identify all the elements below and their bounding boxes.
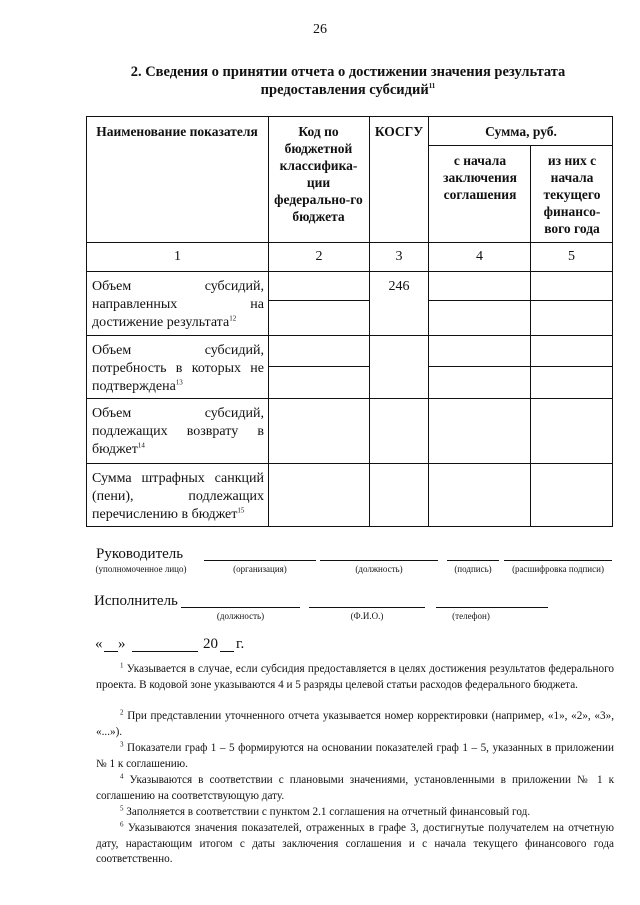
row-label-unconfirmed-subsidies: Объем субсидий, потребность в которых не подтверждена$^{13}$ [92, 343, 264, 394]
table-line-row1-bottom [86, 335, 613, 336]
footnote-marker: 2 [120, 708, 124, 717]
column-number-2: 2 [315, 249, 323, 264]
footnote-1: $^1$ Указывается в случае, если субсидия предоставляется в целях достижения результатов федерального проекта. В кодовой зоне указываются 4 и 5 разряды целевой статьи расходов федерального бюджета. [96, 661, 614, 691]
row-footnote-ref: 14 [137, 441, 145, 450]
date-day-line[interactable] [104, 651, 118, 652]
footnote-4: $^4$ Указываются в соответствии с плановыми значениями, установленными в приложении № 1 к соглашению на соответствующую дату. [96, 772, 615, 802]
footnote-5: $^5$ Заполняется в соответствии с пунктом 2.1 соглашения на отчетный финансовый год. [120, 804, 531, 818]
date-year-line[interactable] [220, 651, 234, 652]
executor-phone-line[interactable] [436, 607, 548, 608]
table-line-col3-col4 [428, 116, 429, 527]
header-budget-code: Код по бюджетной классифика-ции федерально-го бюджета [274, 124, 363, 224]
row-footnote-ref: 13 [175, 378, 183, 387]
date-close-quote: » [118, 636, 126, 652]
table-line-sum-split [428, 145, 613, 146]
date-open-quote: « [95, 636, 103, 652]
executor-position-caption: (должность) [216, 611, 265, 621]
header-sum-group: Сумма, руб. [485, 124, 557, 139]
footnote-2: $^2$ При представлении уточненного отчета указывается номер корректировки (например, «1», «2», «3», «...»). [96, 708, 615, 738]
table-line-col1-col2 [268, 116, 269, 527]
section-title [88, 63, 608, 99]
page-number: 26 [313, 22, 327, 37]
table-border-top [86, 116, 613, 117]
table-line-row3-bottom [86, 463, 613, 464]
footnote-marker: 1 [120, 661, 124, 670]
head-org-line[interactable] [204, 560, 316, 561]
head-signature-caption: (подпись) [454, 564, 492, 574]
table-border-bottom [86, 526, 613, 527]
executor-name-line[interactable] [309, 607, 425, 608]
table-line-row2-split-b [428, 366, 613, 367]
row-label-refundable-subsidies: Объем субсидий, подлежащих возврату в бюджет$^{14}$ [92, 406, 264, 457]
date-year-prefix: 20 [203, 636, 218, 652]
footnote-marker: 4 [120, 772, 124, 781]
head-signature-line[interactable] [447, 560, 499, 561]
table-line-row1-split-a [268, 300, 369, 301]
head-position-caption: (должность) [355, 564, 403, 574]
table-line-col2-col3 [369, 116, 370, 527]
section-title-line1: 2. Сведения о принятии отчета о достижении значения результата [130, 64, 566, 80]
row-footnote-ref: 12 [229, 314, 237, 323]
row-label-penalties: Сумма штрафных санкций (пени), подлежащих перечислению в бюджет$^{15}$ [92, 471, 264, 522]
head-decoding-line[interactable] [504, 560, 612, 561]
header-indicator-name: Наименование показателя [96, 124, 258, 139]
title-footnote-ref: 11 [428, 82, 436, 91]
executor-position-line[interactable] [181, 607, 300, 608]
section-title-line2: предоставления субсидий$^{11}$ [260, 82, 436, 98]
header-kosgu: КОСГУ [374, 124, 424, 139]
table-line-row1-split-b [428, 300, 613, 301]
table-line-row2-split-a [268, 366, 369, 367]
head-label: Руководитель [96, 546, 184, 562]
table-border-right [612, 116, 613, 527]
executor-label: Исполнитель [94, 593, 178, 609]
head-sub-caption: (уполномоченное лицо) [95, 564, 187, 574]
footnote-marker: 3 [120, 740, 124, 749]
header-since-agreement: с начала заключения соглашения [443, 153, 517, 202]
head-org-caption: (организация) [233, 564, 287, 574]
executor-name-caption: (Ф.И.О.) [350, 611, 384, 621]
column-number-4: 4 [476, 249, 483, 264]
table-border-left [86, 116, 87, 527]
head-decoding-caption: (расшифровка подписи) [512, 564, 604, 574]
date-year-suffix: г. [236, 636, 245, 652]
kosgu-value: 246 [388, 279, 410, 294]
row-label-directed-subsidies: Объем субсидий, направленных на достижение результата$^{12}$ [92, 279, 264, 330]
table-line-row2-bottom [86, 398, 613, 399]
executor-phone-caption: (телефон) [452, 611, 490, 621]
head-position-line[interactable] [320, 560, 438, 561]
table-line-col4-col5 [530, 145, 531, 527]
column-number-5: 5 [568, 249, 575, 264]
column-number-3: 3 [395, 249, 403, 264]
footnote-3: $^3$ Показатели граф 1 – 5 формируются на основании показателей граф 1 – 5, указанных в приложении № 1 к соглашению. [96, 740, 614, 770]
row-footnote-ref: 15 [237, 506, 245, 515]
date-month-line[interactable] [132, 651, 198, 652]
footnote-marker: 6 [120, 820, 124, 829]
footnote-marker: 5 [120, 804, 124, 813]
table-line-numbers-bottom [86, 271, 613, 272]
table-line-header-bottom [86, 242, 613, 243]
column-number-1: 1 [174, 249, 181, 264]
footnote-6: $^6$ Указываются значения показателей, отраженных в графе 3, достигнутые получателем на отчетную дату, нарастающим итогом с даты заключения соглашения и с начала текущего финансового года соответственно. [96, 820, 615, 865]
header-since-year-start: из них с начала текущего финансо-вого года [543, 153, 601, 236]
